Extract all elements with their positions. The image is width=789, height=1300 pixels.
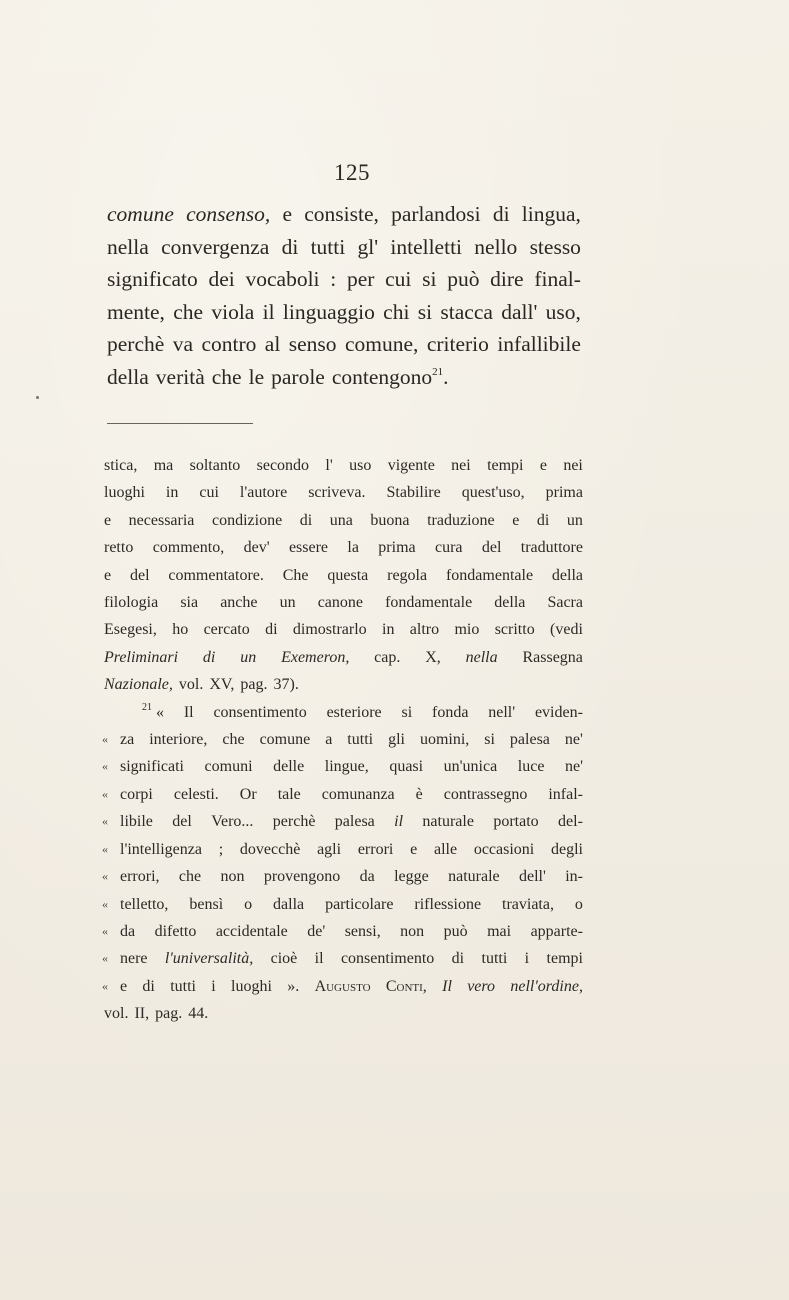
word: commentatore. xyxy=(168,566,264,584)
word: di xyxy=(299,511,313,529)
word: comune, xyxy=(344,332,419,356)
word: interiore, xyxy=(149,731,208,749)
word: eviden- xyxy=(534,703,583,721)
footnote-line xyxy=(104,452,583,479)
word: un xyxy=(240,648,257,666)
word: stica, xyxy=(104,457,138,474)
word: perchè xyxy=(272,813,316,831)
word: traduttore xyxy=(520,539,583,557)
word: nell'ordine, xyxy=(510,977,583,995)
word: in- xyxy=(565,868,583,886)
word: nell' xyxy=(488,703,516,721)
word: o xyxy=(574,895,583,913)
word: vol. xyxy=(178,676,204,694)
word: è xyxy=(415,785,423,803)
word: un xyxy=(566,511,583,529)
word: la xyxy=(347,539,359,557)
word: soltanto xyxy=(189,457,241,474)
word: libile xyxy=(120,813,153,831)
word: cui xyxy=(199,484,219,502)
word: condizione xyxy=(211,511,283,529)
word: buona xyxy=(370,511,410,529)
word: dev' xyxy=(243,539,270,557)
word: si xyxy=(401,703,413,721)
footnote-21-first-line xyxy=(104,699,583,726)
word: tutti xyxy=(481,950,508,968)
word: Che xyxy=(282,566,309,584)
word: : xyxy=(330,267,337,291)
word: cioè xyxy=(270,950,298,968)
word: nei xyxy=(451,457,471,474)
word: tale xyxy=(277,785,301,803)
word: parole xyxy=(271,364,325,389)
word: e xyxy=(410,840,418,858)
word: mente, xyxy=(107,299,165,324)
word: tutti xyxy=(170,977,196,995)
word: Sacra xyxy=(547,594,583,612)
word: uso, xyxy=(545,299,581,324)
word: Or xyxy=(239,785,257,803)
word: Preliminari xyxy=(104,648,179,666)
word: e xyxy=(104,566,112,584)
word: tempi xyxy=(546,950,583,968)
word: gl' xyxy=(357,234,379,259)
word: scriveva. xyxy=(308,484,366,502)
word: Augusto xyxy=(314,977,371,995)
word: delle xyxy=(273,758,305,776)
word: della xyxy=(551,566,583,584)
quote-mark: « xyxy=(102,869,108,884)
word: luoghi xyxy=(104,484,145,502)
word: traduzione xyxy=(427,511,495,529)
word: celesti. xyxy=(173,785,219,803)
main-line xyxy=(107,263,581,296)
word: che xyxy=(222,731,245,749)
word: Il xyxy=(442,977,452,995)
word: gli xyxy=(388,731,405,749)
word: alle xyxy=(433,840,458,858)
word: Vero... xyxy=(211,813,254,831)
word: i xyxy=(524,950,530,968)
word: cui xyxy=(385,267,412,291)
footnote-line xyxy=(104,891,583,918)
word: l' xyxy=(325,457,333,474)
word: tutti xyxy=(347,731,374,749)
word: accidentale xyxy=(215,922,288,940)
word: significato xyxy=(107,267,198,291)
word: comunanza xyxy=(321,785,395,803)
word: stesso xyxy=(529,234,581,259)
word: anche xyxy=(220,594,258,612)
word: lingua, xyxy=(521,202,581,226)
word: e xyxy=(104,511,112,529)
word: riflessione xyxy=(414,895,482,913)
word: naturale xyxy=(448,868,500,886)
word: ne' xyxy=(564,731,583,749)
word: del xyxy=(129,566,150,584)
main-line xyxy=(107,361,581,394)
word: l'universalità, xyxy=(164,950,254,968)
word: luoghi xyxy=(231,977,272,995)
word: di xyxy=(142,977,155,995)
page-number: 125 xyxy=(334,160,370,185)
word: infallibile xyxy=(497,332,581,356)
word: del xyxy=(481,539,502,557)
word: va xyxy=(172,332,194,356)
word: intelletti xyxy=(390,234,463,259)
footnotes-block xyxy=(104,452,583,1028)
word: corpi xyxy=(120,785,153,803)
word: del- xyxy=(558,813,583,831)
quote-mark: « xyxy=(102,978,108,993)
word: ne' xyxy=(564,758,583,776)
word: tutti xyxy=(310,234,346,259)
word: del xyxy=(172,813,192,831)
word: cap. xyxy=(374,648,401,666)
word: nella xyxy=(465,648,498,666)
word: nello xyxy=(474,234,518,259)
word: Il xyxy=(183,703,194,721)
word: sensi, xyxy=(344,922,381,940)
word: di xyxy=(265,621,278,639)
word: linguaggio xyxy=(282,299,375,324)
word: fondamentale xyxy=(445,566,534,584)
word: a xyxy=(325,731,333,749)
word: può xyxy=(443,922,468,940)
word: quasi xyxy=(389,758,424,776)
word: scritto xyxy=(494,621,535,639)
word: portato xyxy=(493,813,539,831)
word: secondo xyxy=(256,457,310,474)
word: Conti, xyxy=(385,977,427,995)
word: difetto xyxy=(154,922,197,940)
word: nella xyxy=(107,234,149,259)
word: prima xyxy=(545,484,583,502)
word: perchè xyxy=(107,332,165,356)
word: commento, xyxy=(152,539,225,557)
word: infal- xyxy=(548,785,583,803)
word: dell' xyxy=(518,868,546,886)
word: Exemeron, xyxy=(281,648,350,666)
word: tempi xyxy=(487,457,524,474)
word: pag. xyxy=(240,676,268,694)
word: comuni xyxy=(204,758,253,776)
word: mio xyxy=(454,621,480,639)
footnote-line xyxy=(104,644,583,671)
footnote-line xyxy=(104,562,583,589)
word: de' xyxy=(307,922,326,940)
word: di xyxy=(536,511,550,529)
word: o xyxy=(244,895,253,913)
main-line xyxy=(107,231,581,264)
word: di xyxy=(202,648,216,666)
word: significati xyxy=(120,758,184,776)
word: che xyxy=(173,299,204,324)
footnote-line xyxy=(104,945,583,972)
word: occasioni xyxy=(473,840,535,858)
word: provengono xyxy=(263,868,341,886)
word: per xyxy=(346,267,375,291)
word: una xyxy=(329,511,353,529)
word: convergenza xyxy=(161,234,270,259)
word: verità xyxy=(155,364,205,389)
word: può xyxy=(447,267,480,291)
word: agli xyxy=(317,840,342,858)
word: palesa xyxy=(509,731,550,749)
word: le xyxy=(248,364,265,389)
quote-mark: « xyxy=(102,896,108,911)
word: un'unica xyxy=(443,758,498,776)
word: il xyxy=(262,299,275,324)
word: degli xyxy=(550,840,583,858)
word: apparte- xyxy=(530,922,583,940)
word: si xyxy=(417,299,433,324)
word: consenso, xyxy=(186,202,271,226)
word: canone xyxy=(317,594,363,612)
word: di xyxy=(451,950,465,968)
word: comune xyxy=(107,202,174,226)
word: e xyxy=(539,457,547,474)
word: senso xyxy=(288,332,337,356)
quote-mark: « xyxy=(102,786,108,801)
word: ma xyxy=(153,457,174,474)
word: dovecchè xyxy=(239,840,301,858)
word: 44. xyxy=(188,1005,209,1023)
word: Esegesi, xyxy=(104,621,157,639)
footnote-line xyxy=(104,589,583,616)
footnote-line xyxy=(104,808,583,835)
word: telletto, xyxy=(120,895,169,913)
main-line xyxy=(107,198,581,231)
word: errori xyxy=(357,840,394,858)
word: bensì xyxy=(189,895,224,913)
footnote-line xyxy=(104,726,583,753)
word: che xyxy=(211,364,242,389)
word: criterio xyxy=(426,332,489,356)
word: XV, xyxy=(209,676,235,694)
word: dimostrarlo xyxy=(292,621,367,639)
word: consentimento xyxy=(340,950,435,968)
word: dei xyxy=(208,267,235,291)
footnote-line xyxy=(104,753,583,780)
word: stacca xyxy=(440,299,493,324)
word: 21 « xyxy=(142,702,164,721)
word: contro xyxy=(201,332,257,356)
word: errori, xyxy=(120,868,160,886)
word: vigente xyxy=(387,457,435,474)
word: ho xyxy=(172,621,189,639)
word: di xyxy=(492,202,510,226)
word: altro xyxy=(409,621,440,639)
word: questa xyxy=(327,566,369,584)
word: e xyxy=(512,511,520,529)
footnote-line xyxy=(104,863,583,890)
word: viola xyxy=(211,299,255,324)
footnote-line xyxy=(104,534,583,561)
word: fonda xyxy=(431,703,469,721)
word: vero xyxy=(467,977,496,995)
word: l'intelligenza xyxy=(120,840,202,858)
word: fondamentale xyxy=(385,594,473,612)
word: particolare xyxy=(325,895,394,913)
word: lingue, xyxy=(324,758,369,776)
quote-mark: « xyxy=(102,814,108,829)
word: consentimento xyxy=(213,703,307,721)
word: al xyxy=(264,332,281,356)
word: che xyxy=(178,868,202,886)
word: essere xyxy=(288,539,329,557)
word: nere xyxy=(120,950,148,968)
word: dalla xyxy=(273,895,305,913)
word: 37). xyxy=(273,676,299,694)
word: dall' xyxy=(501,299,538,324)
word: chi xyxy=(383,299,410,324)
word: i xyxy=(211,977,216,995)
footnote-line xyxy=(104,507,583,534)
word: contengono21. xyxy=(331,364,449,389)
footnote-line xyxy=(104,781,583,808)
word: naturale xyxy=(422,813,474,831)
word: parlandosi xyxy=(391,202,481,226)
word: un xyxy=(279,594,296,612)
word: di xyxy=(281,234,299,259)
footnote-line xyxy=(104,616,583,643)
quote-mark: « xyxy=(102,759,108,774)
word: da xyxy=(120,922,136,940)
footnote-line xyxy=(104,671,583,698)
word: ; xyxy=(218,840,224,858)
word: l'autore xyxy=(239,484,288,502)
word: dire xyxy=(490,267,524,291)
word: non xyxy=(220,868,245,886)
footnote-line xyxy=(104,836,583,863)
word: vocaboli xyxy=(245,267,320,291)
word: in xyxy=(165,484,179,502)
word: quest'uso, xyxy=(461,484,525,502)
word: si xyxy=(484,731,495,749)
word: Rassegna xyxy=(522,648,583,666)
word: II, xyxy=(134,1005,150,1023)
word: vol. xyxy=(104,1005,129,1023)
quote-mark: « xyxy=(102,841,108,856)
word: Nazionale, xyxy=(104,676,173,694)
footnote-line xyxy=(104,918,583,945)
word: legge xyxy=(394,868,429,886)
word: esteriore xyxy=(326,703,382,721)
word: ». xyxy=(287,977,300,995)
word: filologia xyxy=(104,594,159,612)
word: della xyxy=(494,594,526,612)
word: final- xyxy=(534,267,581,291)
word: pag. xyxy=(155,1005,183,1023)
word: retto xyxy=(104,539,134,557)
word: traviata, xyxy=(502,895,554,913)
word: non xyxy=(400,922,425,940)
word: consiste, xyxy=(304,202,379,226)
word: in xyxy=(382,621,395,639)
word: (vedi xyxy=(550,621,583,639)
footnote-line xyxy=(104,1000,583,1027)
word: cercato xyxy=(203,621,250,639)
word: il xyxy=(314,950,324,968)
word: nei xyxy=(563,457,583,474)
main-line xyxy=(107,296,581,329)
word: uomini, xyxy=(419,731,470,749)
word: comune xyxy=(259,731,311,749)
word: palesa xyxy=(334,813,375,831)
footnote-line xyxy=(104,973,583,1000)
word: za xyxy=(120,731,135,749)
word: e xyxy=(120,977,128,995)
main-line xyxy=(107,328,581,361)
word: si xyxy=(422,267,437,291)
word: e xyxy=(282,202,293,226)
main-paragraph xyxy=(107,198,581,393)
word: prima xyxy=(378,539,416,557)
footnote-line xyxy=(104,479,583,506)
word: necessaria xyxy=(128,511,195,529)
word: cura xyxy=(434,539,463,557)
quote-mark: « xyxy=(102,951,108,966)
word: Stabilire xyxy=(386,484,441,502)
word: mai xyxy=(487,922,512,940)
word: della xyxy=(107,364,149,389)
footnote-separator-rule xyxy=(107,423,253,424)
word: sia xyxy=(180,594,199,612)
word: contrassegno xyxy=(443,785,528,803)
margin-speck xyxy=(36,396,39,399)
word: il xyxy=(394,813,404,831)
word: luce xyxy=(517,758,545,776)
word: X, xyxy=(425,648,441,666)
word: da xyxy=(359,868,375,886)
quote-mark: « xyxy=(102,923,108,938)
quote-mark: « xyxy=(102,732,108,747)
word: uso xyxy=(349,457,372,474)
word: regola xyxy=(387,566,428,584)
